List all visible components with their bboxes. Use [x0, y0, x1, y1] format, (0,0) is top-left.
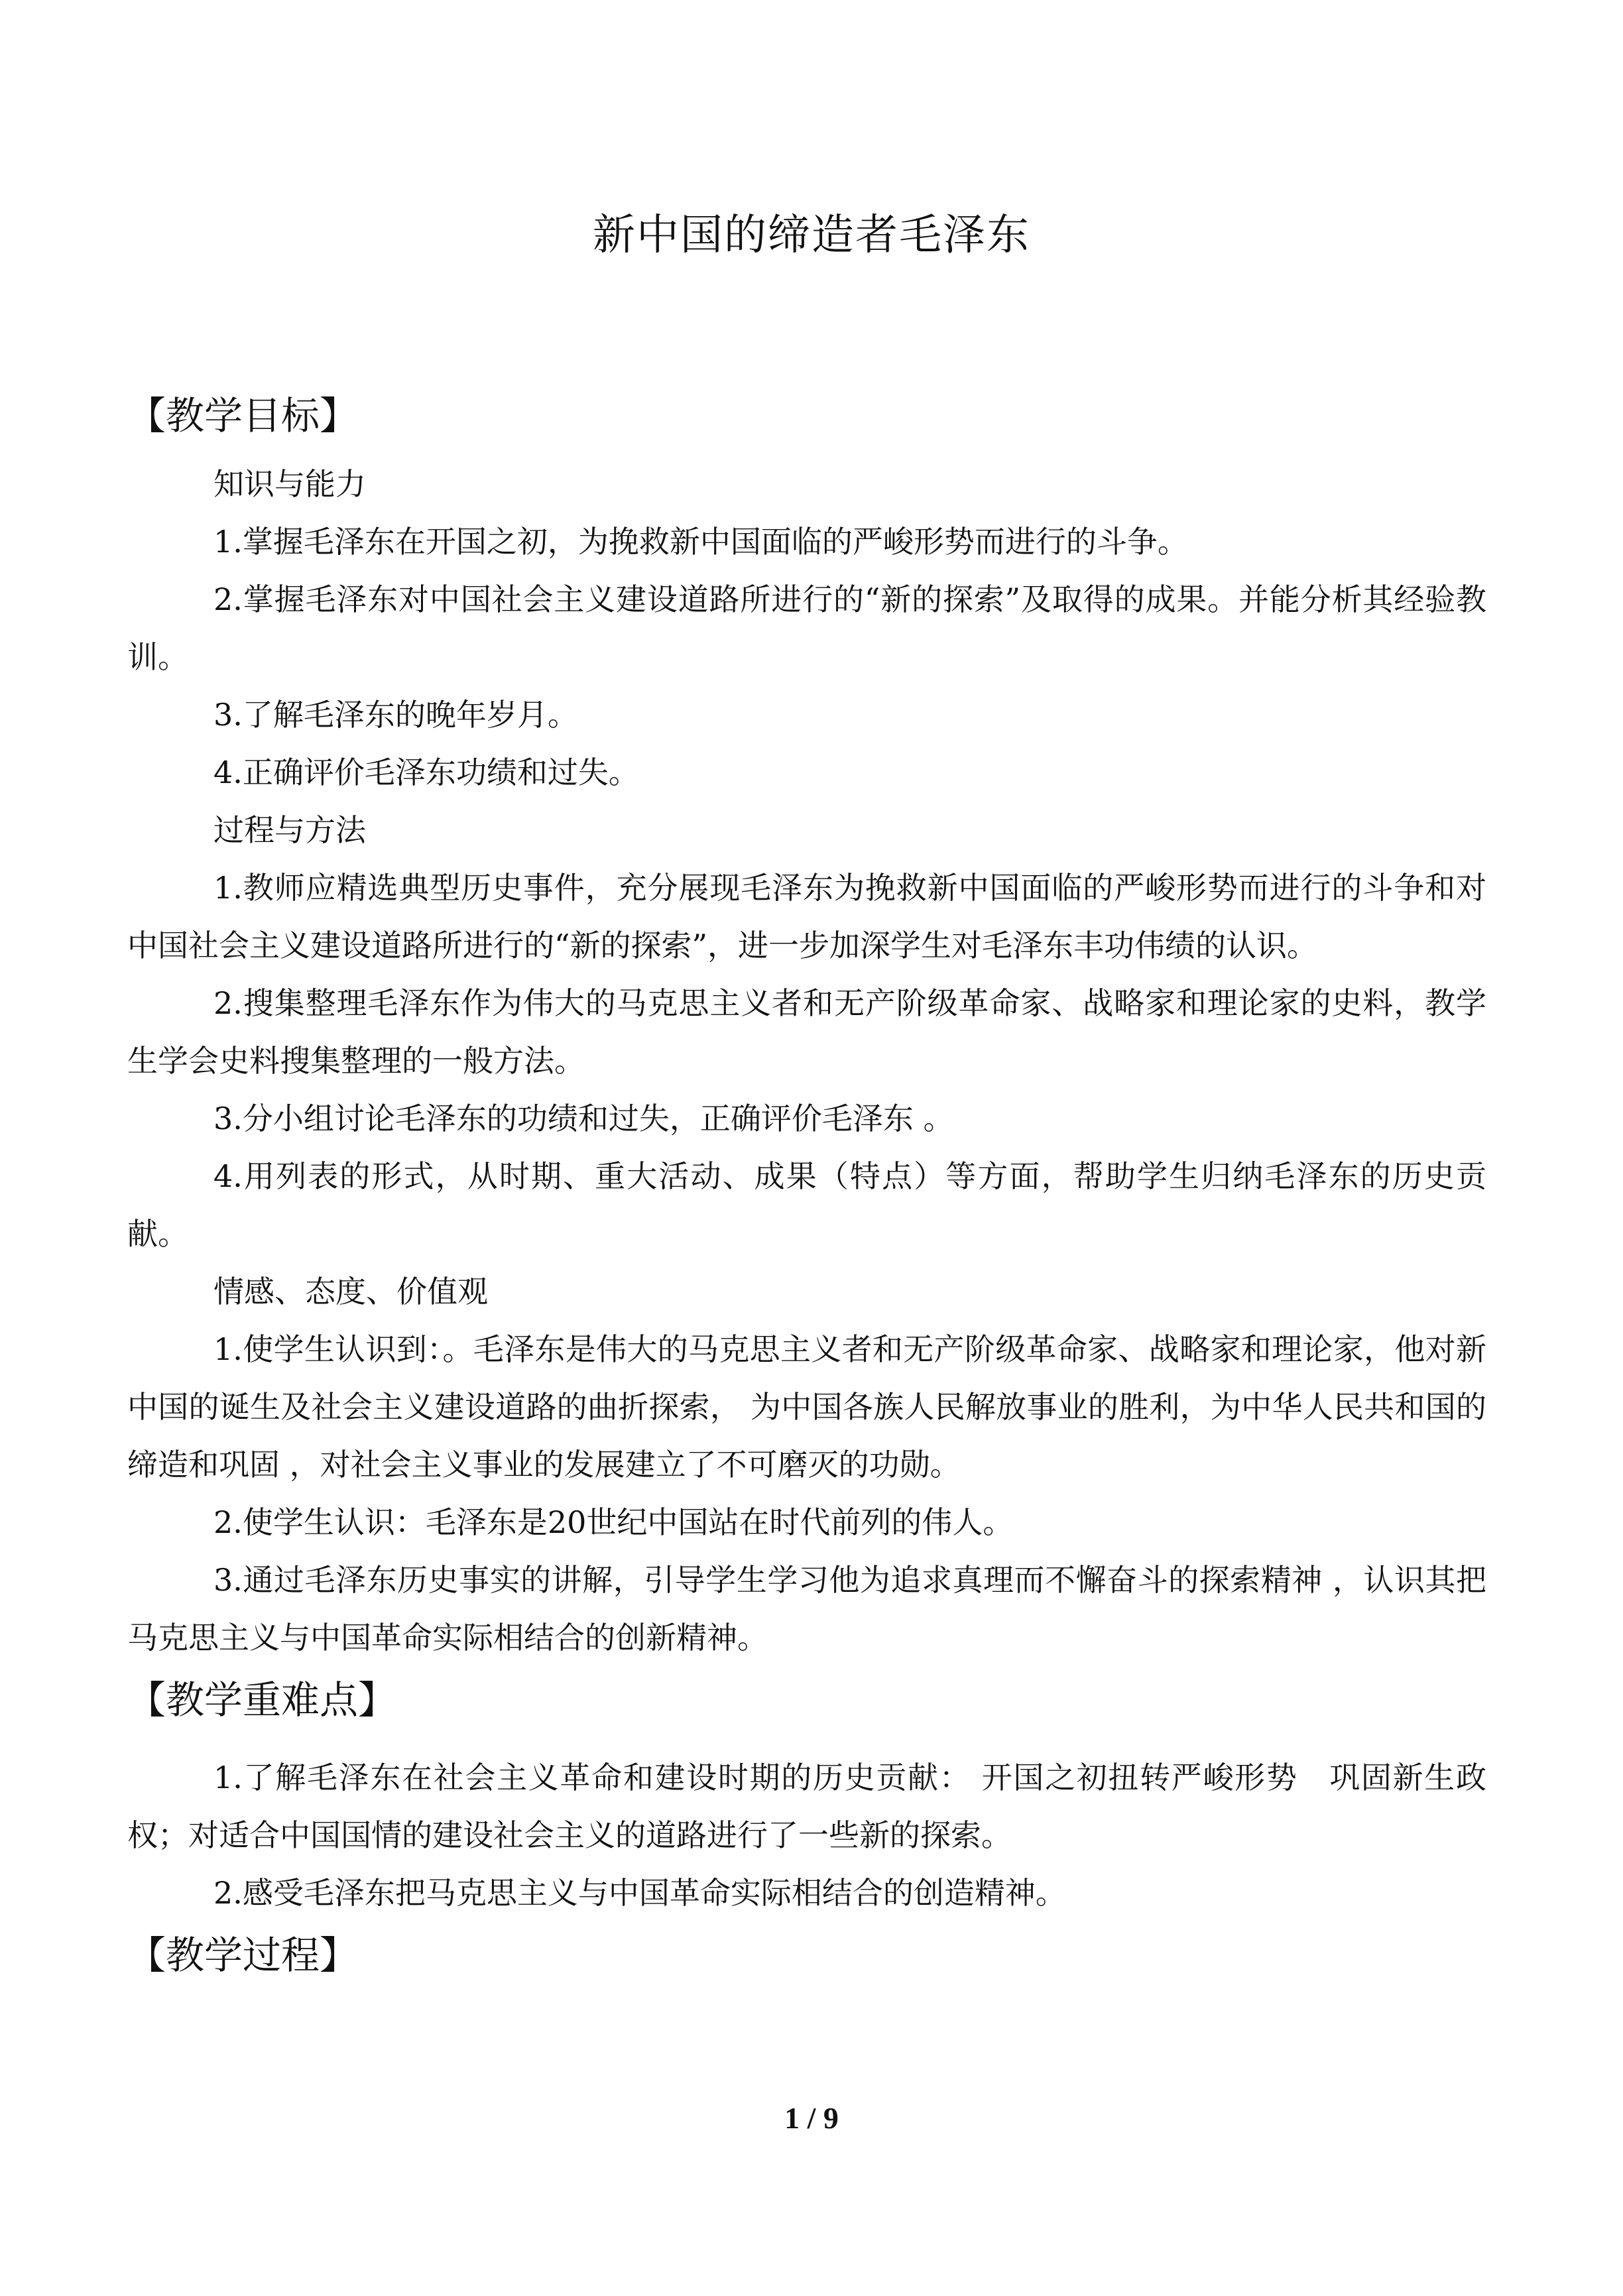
paragraph: 2.使学生认识：毛泽东是20世纪中国站在时代前列的伟人。	[213, 1504, 1014, 1540]
paragraph: 1.使学生认识到：。毛泽东是伟大的马克思主义者和无产阶级革命家、战略家和理论家，他对新中国的诞生及社会主义建设道路的曲折探索， 为中国各族人民解放事业的胜利，为中华人民共和国的缔造和巩固 ，对社会主义事业的发展建立了不可磨灭的功勋。	[127, 1331, 1486, 1482]
section-heading-objectives: 【教学目标】	[127, 393, 359, 438]
paragraph: 4.正确评价毛泽东功绩和过失。	[213, 755, 639, 790]
section-heading-key-points: 【教学重难点】	[127, 1677, 397, 1722]
paragraph: 1.掌握毛泽东在开国之初，为挽救新中国面临的严峻形势而进行的斗争。	[213, 524, 1188, 560]
document-title: 新中国的缔造者毛泽东	[593, 211, 1030, 260]
section-heading-process: 【教学过程】	[127, 1933, 359, 1978]
paragraph: 2.搜集整理毛泽东作为伟大的马克思主义者和无产阶级革命家、战略家和理论家的史料，教学生学会史料搜集整理的一般方法。	[127, 985, 1486, 1079]
paragraph: 1.了解毛泽东在社会主义革命和建设时期的历史贡献： 开国之初扭转严峻形势 巩固新生政权；对适合中国国情的建设社会主义的道路进行了一些新的探索。	[127, 1760, 1486, 1853]
subheading-knowledge: 知识与能力	[213, 466, 366, 502]
page-number: 1 / 9	[784, 2101, 839, 2135]
paragraph: 3.了解毛泽东的晚年岁月。	[213, 697, 578, 733]
paragraph: 3.通过毛泽东历史事实的讲解，引导学生学习他为追求真理而不懈奋斗的探索精神 ，认识其把马克思主义与中国革命实际相结合的创新精神。	[127, 1562, 1486, 1656]
subheading-process: 过程与方法	[213, 812, 366, 848]
paragraph: 3.分小组讨论毛泽东的功绩和过失，正确评价毛泽东 。	[213, 1101, 954, 1136]
paragraph: 2.掌握毛泽东对中国社会主义建设道路所进行的“新的探索”及取得的成果。并能分析其经验教训。	[127, 581, 1486, 675]
document-body	[127, 388, 1486, 1983]
paragraph: 1.教师应精选典型历史事件，充分展现毛泽东为挽救新中国面临的严峻形势而进行的斗争和对中国社会主义建设道路所进行的“新的探索”，进一步加深学生对毛泽东丰功伟绩的认识。	[127, 870, 1486, 963]
paragraph: 4.用列表的形式，从时期、重大活动、成果（特点）等方面，帮助学生归纳毛泽东的历史贡献。	[127, 1158, 1486, 1252]
paragraph: 2.感受毛泽东把马克思主义与中国革命实际相结合的创造精神。	[213, 1875, 1066, 1911]
subheading-values: 情感、态度、价值观	[213, 1274, 488, 1309]
